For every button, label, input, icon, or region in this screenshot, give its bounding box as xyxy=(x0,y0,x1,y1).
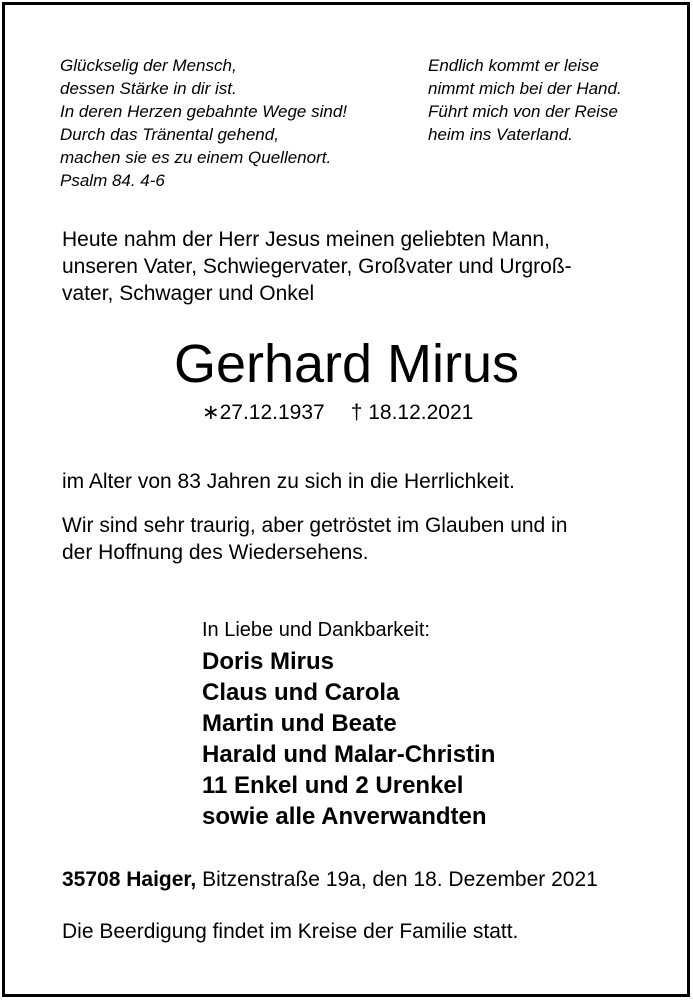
address-city: 35708 Haiger, xyxy=(62,868,197,891)
verse-reference: Psalm 84. 4-6 xyxy=(60,171,165,190)
address-line xyxy=(62,866,598,893)
mourner-name: Harald und Malar-Christin xyxy=(202,741,496,768)
death-date: † 18.12.2021 xyxy=(350,401,474,424)
mourner-name: Martin und Beate xyxy=(202,710,397,737)
verse-left-line: In deren Herzen gebahnte Wege sind! xyxy=(60,102,347,121)
mourner-name: Claus und Carola xyxy=(202,679,400,706)
deceased-name: Gerhard Mirus xyxy=(173,334,520,394)
verse-left-line: machen sie es zu einem Quellenort. xyxy=(60,148,332,167)
mourners-intro: In Liebe und Dankbarkeit: xyxy=(202,619,430,641)
announcement-line: Heute nahm der Herr Jesus meinen geliebten Mann, xyxy=(62,228,550,251)
verse-right-line: Führt mich von der Reise xyxy=(428,102,618,121)
verse-right-line: heim ins Vaterland. xyxy=(428,125,573,144)
mourner-name: sowie alle Anverwandten xyxy=(202,803,487,830)
comfort-line: Wir sind sehr traurig, aber getröstet im Glauben und in xyxy=(62,514,568,537)
funeral-note: Die Beerdigung findet im Kreise der Familie statt. xyxy=(62,920,519,943)
verse-left-line: Durch das Tränental gehend, xyxy=(60,125,279,144)
verse-left-line: dessen Stärke in dir ist. xyxy=(60,79,237,98)
age-line: im Alter von 83 Jahren zu sich in die Herrlichkeit. xyxy=(62,470,515,493)
verse-left xyxy=(60,54,347,192)
address-rest: Bitzenstraße 19a, den 18. Dezember 2021 xyxy=(196,868,598,891)
announcement-line: unseren Vater, Schwiegervater, Großvater und Urgroß- xyxy=(62,255,572,278)
comfort-line: der Hoffnung des Wiedersehens. xyxy=(62,541,369,564)
verse-right-line: Endlich kommt er leise xyxy=(428,56,600,75)
mourners-block xyxy=(202,614,495,832)
life-dates xyxy=(202,400,473,426)
verse-right-line: nimmt mich bei der Hand. xyxy=(428,79,622,98)
mourner-name: 11 Enkel und 2 Urenkel xyxy=(202,772,464,799)
mourner-name: Doris Mirus xyxy=(202,648,335,675)
comfort-text xyxy=(62,512,567,566)
announcement-line: vater, Schwager und Onkel xyxy=(62,282,315,305)
birth-date: ∗27.12.1937 xyxy=(202,401,325,424)
verse-left-line: Glückselig der Mensch, xyxy=(60,56,237,75)
verse-right xyxy=(428,54,622,146)
announcement-text xyxy=(62,226,572,307)
